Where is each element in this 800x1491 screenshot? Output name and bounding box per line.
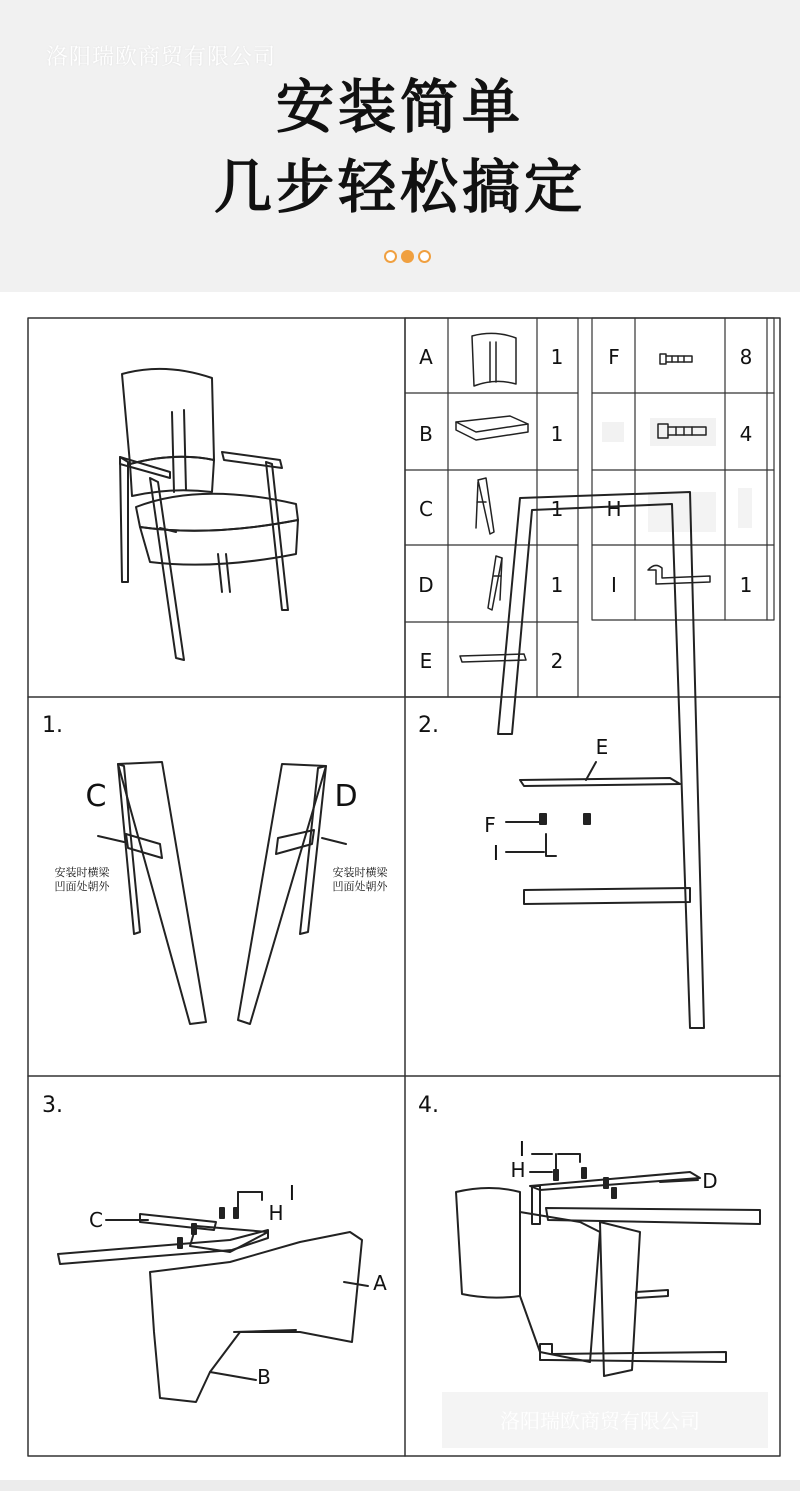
part-qty-g: 4: [739, 422, 753, 446]
carousel-dot-3[interactable]: [418, 250, 431, 263]
part-qty-a: 1: [550, 345, 564, 369]
step-4: [418, 1093, 768, 1448]
part-b-seat-icon: [456, 416, 528, 440]
step-4-number: 4.: [418, 1093, 439, 1118]
part-c-leg-frame-icon: [476, 478, 494, 534]
instruction-sheet: [0, 292, 800, 1480]
step-1-note-left-2: 凹面处朝外: [54, 880, 110, 893]
step-4-label-i: I: [519, 1137, 525, 1161]
step-1-note-right-1: 安装时横梁: [332, 866, 388, 879]
step-3-label-b: B: [257, 1365, 271, 1389]
part-letter-h: H: [606, 497, 622, 521]
carousel-dot-1[interactable]: [384, 250, 397, 263]
part-g-bolt-icon: [602, 418, 716, 446]
part-i-hex-key-icon: [648, 565, 710, 584]
part-qty-b: 1: [550, 422, 564, 446]
part-letter-b: B: [419, 422, 433, 446]
step-1-label-c: C: [85, 779, 107, 814]
step-4-label-d: D: [702, 1169, 718, 1193]
step-1-number: 1.: [42, 713, 63, 738]
part-e-rail-icon: [460, 654, 526, 662]
part-letter-f: F: [608, 345, 620, 369]
step-3-label-h: H: [268, 1201, 284, 1225]
part-letter-e: E: [419, 649, 433, 673]
part-qty-f: 8: [739, 345, 753, 369]
part-a-backrest-icon: [472, 333, 516, 386]
part-d-leg-frame-icon: [488, 556, 502, 610]
step-1-label-d: D: [334, 779, 358, 814]
step-1-note-left-1: 安装时横梁: [54, 866, 110, 879]
title-line-2: [206, 140, 594, 224]
part-f-screw-icon: [660, 354, 692, 364]
watermark-top: 洛阳瑞欧商贸有限公司: [46, 45, 277, 70]
instruction-diagram: [0, 292, 800, 1480]
chair-overview-illustration: [120, 369, 298, 660]
step-4-label-h: H: [510, 1158, 526, 1182]
step-1: [42, 713, 388, 1024]
title-line-2-text: 几步轻松搞定: [213, 153, 586, 221]
footer-strip: [0, 1480, 800, 1491]
step-2-number: 2.: [418, 713, 439, 738]
carousel-dot-2[interactable]: [401, 250, 414, 263]
step-3-label-c: C: [89, 1208, 103, 1232]
step-2-label-e: E: [595, 735, 609, 759]
step-1-note-right-2: 凹面处朝外: [332, 880, 388, 893]
part-qty-d: 1: [550, 573, 564, 597]
watermark-bottom: 洛阳瑞欧商贸有限公司: [500, 1409, 700, 1433]
part-qty-c: 1: [550, 497, 564, 521]
part-letter-i: I: [611, 573, 617, 597]
part-qty-i: 1: [739, 573, 753, 597]
carousel-dots: [384, 250, 431, 263]
header-banner: [0, 0, 800, 292]
part-h-blurred-icon: [648, 488, 752, 532]
step-3-number: 3.: [42, 1093, 63, 1118]
part-letter-c: C: [419, 497, 433, 521]
step-3-label-i: I: [289, 1181, 295, 1205]
step-2-label-f: F: [484, 813, 496, 837]
part-letter-d: D: [418, 573, 434, 597]
step-3-label-a: A: [373, 1271, 387, 1295]
part-qty-e: 2: [550, 649, 564, 673]
grid-lines: [28, 318, 780, 1456]
step-2-label-i: I: [493, 841, 499, 865]
part-letter-a: A: [419, 345, 433, 369]
title-line-1: 安装简单: [275, 73, 524, 141]
step-3: [42, 1093, 387, 1402]
